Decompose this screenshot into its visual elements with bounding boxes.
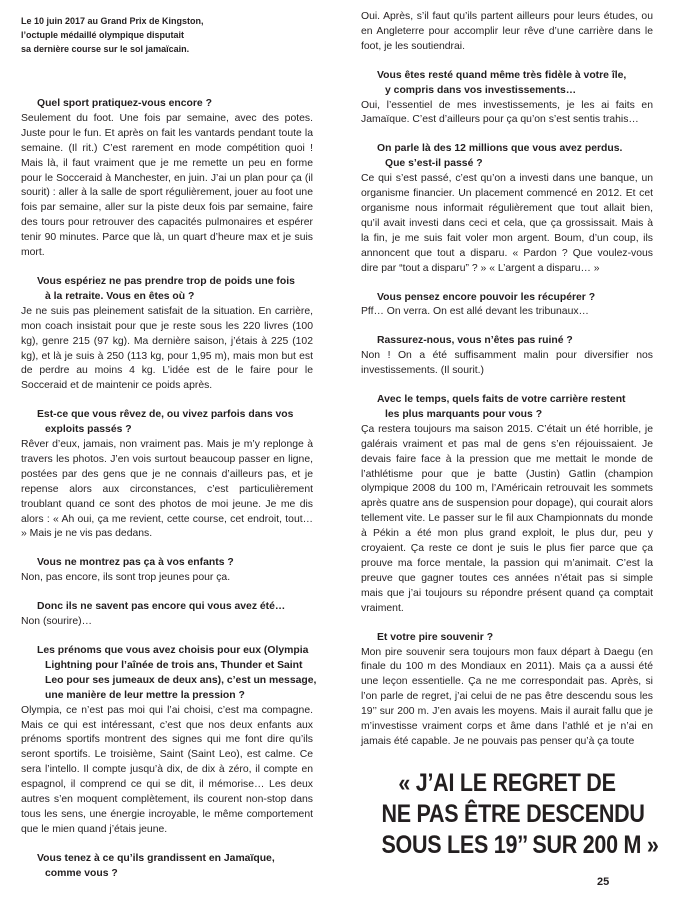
interview-question <box>361 631 653 646</box>
pull-quote-line: SOUS LES 19’’ SUR 200 M » <box>381 831 659 859</box>
interview-question <box>21 852 313 882</box>
interview-answer: Non ! On a été suffisamment malin pour diversifier nos investissements. (Il sourit.) <box>361 350 653 377</box>
interview-answer: Oui, l’essentiel de mes investissements, je les ai faits en Jamaïque. C’est d’ailleurs pour ça qu’on s’est sentis trahis… <box>361 99 653 126</box>
interview-question <box>21 275 313 305</box>
question-line: Vous espériez ne pas prendre trop de poids une fois <box>37 275 295 287</box>
interview-answer: Rêver d’eux, jamais, non vraiment pas. Mais je m’y replonge à travers les photos. J’en vois surtout beaucoup passer en ligne, postées par des gens que je ne connais d’ailleurs pas, et je repense alors aux circonstances, c’est particulièrement troublant quand ce sont des photos de moi jeune. Je me dis alors : « Ah oui, ça me revient, cette course, cet endroit, tout… » Mais je ne vis pas dedans. <box>21 439 313 540</box>
question-line: Quel sport pratiquez-vous encore ? <box>37 98 212 109</box>
interview-answer: Non (sourire)… <box>21 616 93 628</box>
question-line: Avec le temps, quels faits de votre carrière restent <box>377 394 626 406</box>
left-column <box>21 97 317 882</box>
right-column <box>361 10 653 764</box>
interview-answer: Oui. Après, s’il faut qu’ils partent ailleurs pour leurs études, ou en Angleterre pour accomplir leur rêve d’une carrière dans le foot, je les soutiendrai. <box>361 11 653 52</box>
question-line: à la retraite. Vous en êtes où ? <box>45 290 195 302</box>
question-line: les plus marquants pour vous ? <box>385 408 543 420</box>
interview-question <box>21 408 313 438</box>
question-line: Vous ne montrez pas ça à vos enfants ? <box>37 557 234 569</box>
interview-answer: Mon pire souvenir sera toujours mon faux départ à Daegu (en finale du 100 m des Mondiaux en 2011). Mais ça a aussi été une leçon essentielle. Ça ne me correspondait pas. Après, si l’on parle de regret, j’ai celui de ne pas être descendu sous les 19’’ sur 200 m. J’en avais les moyens. Mais il aurait fallu que je m’investisse vraiment corps et âme dans l’athlé et je n’ai en jamais été capable. Je ne pouvais pas penser qu’à ça toute <box>361 646 653 747</box>
pull-quote-line: « J’AI LE REGRET DE <box>398 769 616 797</box>
question-line: Lightning pour l’aînée de trois ans, Thunder et Saint <box>45 659 303 671</box>
interview-question <box>21 644 317 704</box>
interview-question <box>361 69 653 99</box>
interview-question <box>21 556 313 571</box>
question-line: Que s’est-il passé ? <box>385 158 483 170</box>
question-line: y compris dans vos investissements… <box>385 84 577 96</box>
interview-question <box>361 142 653 172</box>
question-line: Vous tenez à ce qu’ils grandissent en Jamaïque, <box>37 852 275 864</box>
interview-answer: Olympia, ce n’est pas moi qui l’ai choisi, c’est ma compagne. Mais ce qui est intéressant, c’est que nos deux enfants aux prénoms sportifs montrent des signes qui me font dire qu’ils seront sportifs. Le troisième, Saint (Saint Leo), est calme. Ce sera l’intello. Il compte jusqu’à dix, de dix à zéro, il compte en espagnol, il comprend ce qui se dit, il mémorise… Les deux autres s’en moquent complètement, ils courent non-stop dans tous les sens, une énergie incroyable, le même comportement que le mien quand j’étais jeune. <box>21 704 313 835</box>
interview-question <box>361 291 653 306</box>
caption-line: sa dernière course sur le sol jamaïcain. <box>21 44 190 54</box>
pull-quote-line: NE PAS ÊTRE DESCENDU <box>381 800 645 828</box>
question-line: une manière de leur mettre la pression ? <box>45 689 245 701</box>
interview-answer: Ce qui s’est passé, c’est qu’on a investi dans une banque, un organisme financier. Un placement commencé en 2012. Et cet organisme nous informait régulièrement que tout allait bien, qu’il avait investi dans ceci et cela, que ça grossissait. Mais à la fin, je me suis fait voler mon argent. Boum, d’un coup, ils annoncent que tout a disparu. « Pardon ? Que voulez-vous dire par “tout a disparu” ? » « L’argent a disparu… » <box>361 173 653 274</box>
photo-caption <box>21 14 351 56</box>
question-line: Les prénoms que vous avez choisis pour eux (Olympia <box>37 645 309 656</box>
interview-answer: Ça restera toujours ma saison 2015. C’était un été horrible, je galérais vraiment et pas mal de gens s’en réjouissaient. Je devais faire face à la pression que me mettait le monde de l’athlétisme pour que je batte (Justin) Gatlin (champion olympique 2008 du 100 m, l’Américain retrouvait les sommets après quatre ans de suspension pour dopage), qui courait alors tellement vite. Le passer sur le fil aux Championnats du monde à Pékin a été mon plus grand exploit, le plus dur, peu y croyaient. Ça reste ce dont je suis le plus fier parce que ça prouve ma force mentale, la passion qui m’animait. C’est la preuve que gagner toutes ces années n’était pas si simple mais que j’ai toujours su répondre présent quand ça comptait vraiment. <box>361 423 653 614</box>
question-line: Donc ils ne savent pas encore qui vous avez été… <box>37 601 286 613</box>
interview-question <box>21 600 313 615</box>
pull-quote <box>381 768 659 861</box>
caption-line: l’octuple médaillé olympique disputait <box>21 30 185 40</box>
page-number: 25 <box>597 876 610 888</box>
interview-question <box>21 97 313 112</box>
interview-question <box>361 393 653 423</box>
interview-answer: Je ne suis pas pleinement satisfait de la situation. En carrière, mon coach insistait pour que je reste sous les 220 livres (100 kg), genre 215 (97 kg). Ma dernière saison, j’étais à 225 (102 kg), et là je suis à 250 (113 kg, pour 1,95 m), mais mon but est de perdre au moins 4 kg. L’idée est de le faire pour le Socceraid et de maintenir ce poids après. <box>21 305 313 392</box>
interview-answer: Non, pas encore, ils sont trop jeunes pour ça. <box>21 572 231 584</box>
question-line: Vous êtes resté quand même très fidèle à votre île, <box>377 69 627 81</box>
question-line: Est-ce que vous rêvez de, ou vivez parfois dans vos <box>37 409 294 421</box>
interview-answer: Pff… On verra. On est allé devant les tribunaux… <box>361 306 589 318</box>
question-line: Rassurez-nous, vous n’êtes pas ruiné ? <box>377 335 573 347</box>
question-line: comme vous ? <box>45 867 118 879</box>
interview-question <box>361 334 653 349</box>
question-line: Et votre pire souvenir ? <box>377 631 494 643</box>
caption-line: Le 10 juin 2017 au Grand Prix de Kingston, <box>21 16 204 26</box>
question-line: Leo pour ses jumeaux de deux ans), c’est un message, <box>45 674 317 686</box>
question-line: On parle là des 12 millions que vous avez perdus. <box>377 143 623 155</box>
question-line: exploits passés ? <box>45 424 132 436</box>
question-line: Vous pensez encore pouvoir les récupérer ? <box>377 291 596 303</box>
interview-answer: Seulement du foot. Une fois par semaine, avec des potes. Juste pour le fun. Et après on fait les vantards pendant toute la semaine. (Il rit.) C’est rarement en mode compétition quoi ! Mais là, il faut vraiment que je me remette un peu en forme pour le Socceraid à Manchester, en juin. J’ai un plan pour ça (il sourit) : aller à la salle de sport régulièrement, jouer au foot une fois par semaine, aller sur la piste deux fois par semaine, faire des tours pour retrouver des capacités pulmonaires et espérer tenir 90 minutes. Parce que là, un quart d’heure max et je suis mort. <box>21 112 313 259</box>
